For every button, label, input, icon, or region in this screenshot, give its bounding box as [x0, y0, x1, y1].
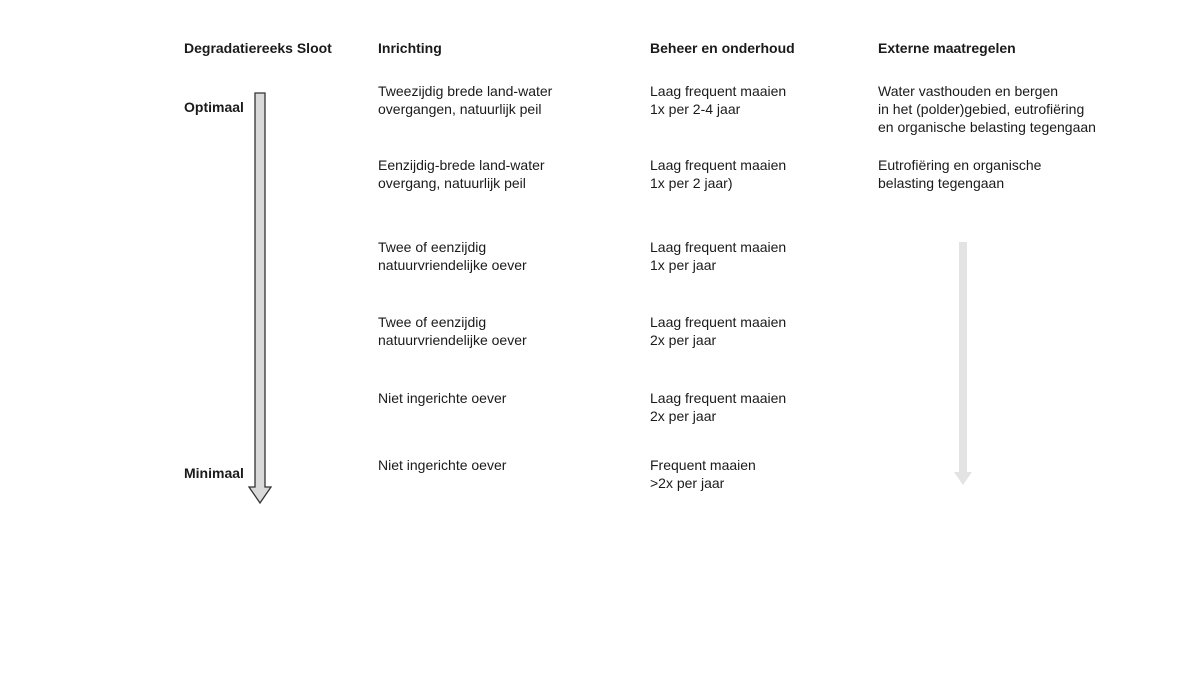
- row1-inrichting: Tweezijdig brede land-water overgangen, natuurlijk peil: [378, 83, 553, 117]
- row2-beheer: Laag frequent maaien 1x per 2 jaar): [650, 157, 787, 191]
- row2-extern: Eutrofiëring en organische belasting tegengaan: [878, 157, 1042, 191]
- row4-beheer: Laag frequent maaien 2x per jaar: [650, 314, 787, 348]
- row2-inrichting: Eenzijdig-brede land-water overgang, natuurlijk peil: [378, 157, 545, 191]
- scale-top-label: Optimaal: [184, 99, 244, 115]
- degradation-arrow: [240, 90, 280, 510]
- header-extern: Externe maatregelen: [878, 40, 1016, 56]
- row4-inrichting: Twee of eenzijdig natuurvriendelijke oever: [378, 314, 527, 348]
- row1-extern: Water vasthouden en bergen in het (polder)gebied, eutrofiëring en organische belasting tegengaan: [878, 83, 1096, 135]
- header-beheer: Beheer en onderhoud: [650, 40, 795, 56]
- external-measures-arrow: [948, 240, 978, 490]
- header-inrichting: Inrichting: [378, 40, 442, 56]
- header-degradation: Degradatiereeks Sloot: [184, 40, 332, 56]
- row5-beheer: Laag frequent maaien 2x per jaar: [650, 390, 787, 424]
- row3-beheer: Laag frequent maaien 1x per jaar: [650, 239, 787, 273]
- row3-inrichting: Twee of eenzijdig natuurvriendelijke oever: [378, 239, 527, 273]
- row6-inrichting: Niet ingerichte oever: [378, 457, 507, 473]
- row6-beheer: Frequent maaien >2x per jaar: [650, 457, 756, 491]
- row5-inrichting: Niet ingerichte oever: [378, 390, 507, 406]
- scale-bottom-label: Minimaal: [184, 465, 244, 481]
- row1-beheer: Laag frequent maaien 1x per 2-4 jaar: [650, 83, 787, 117]
